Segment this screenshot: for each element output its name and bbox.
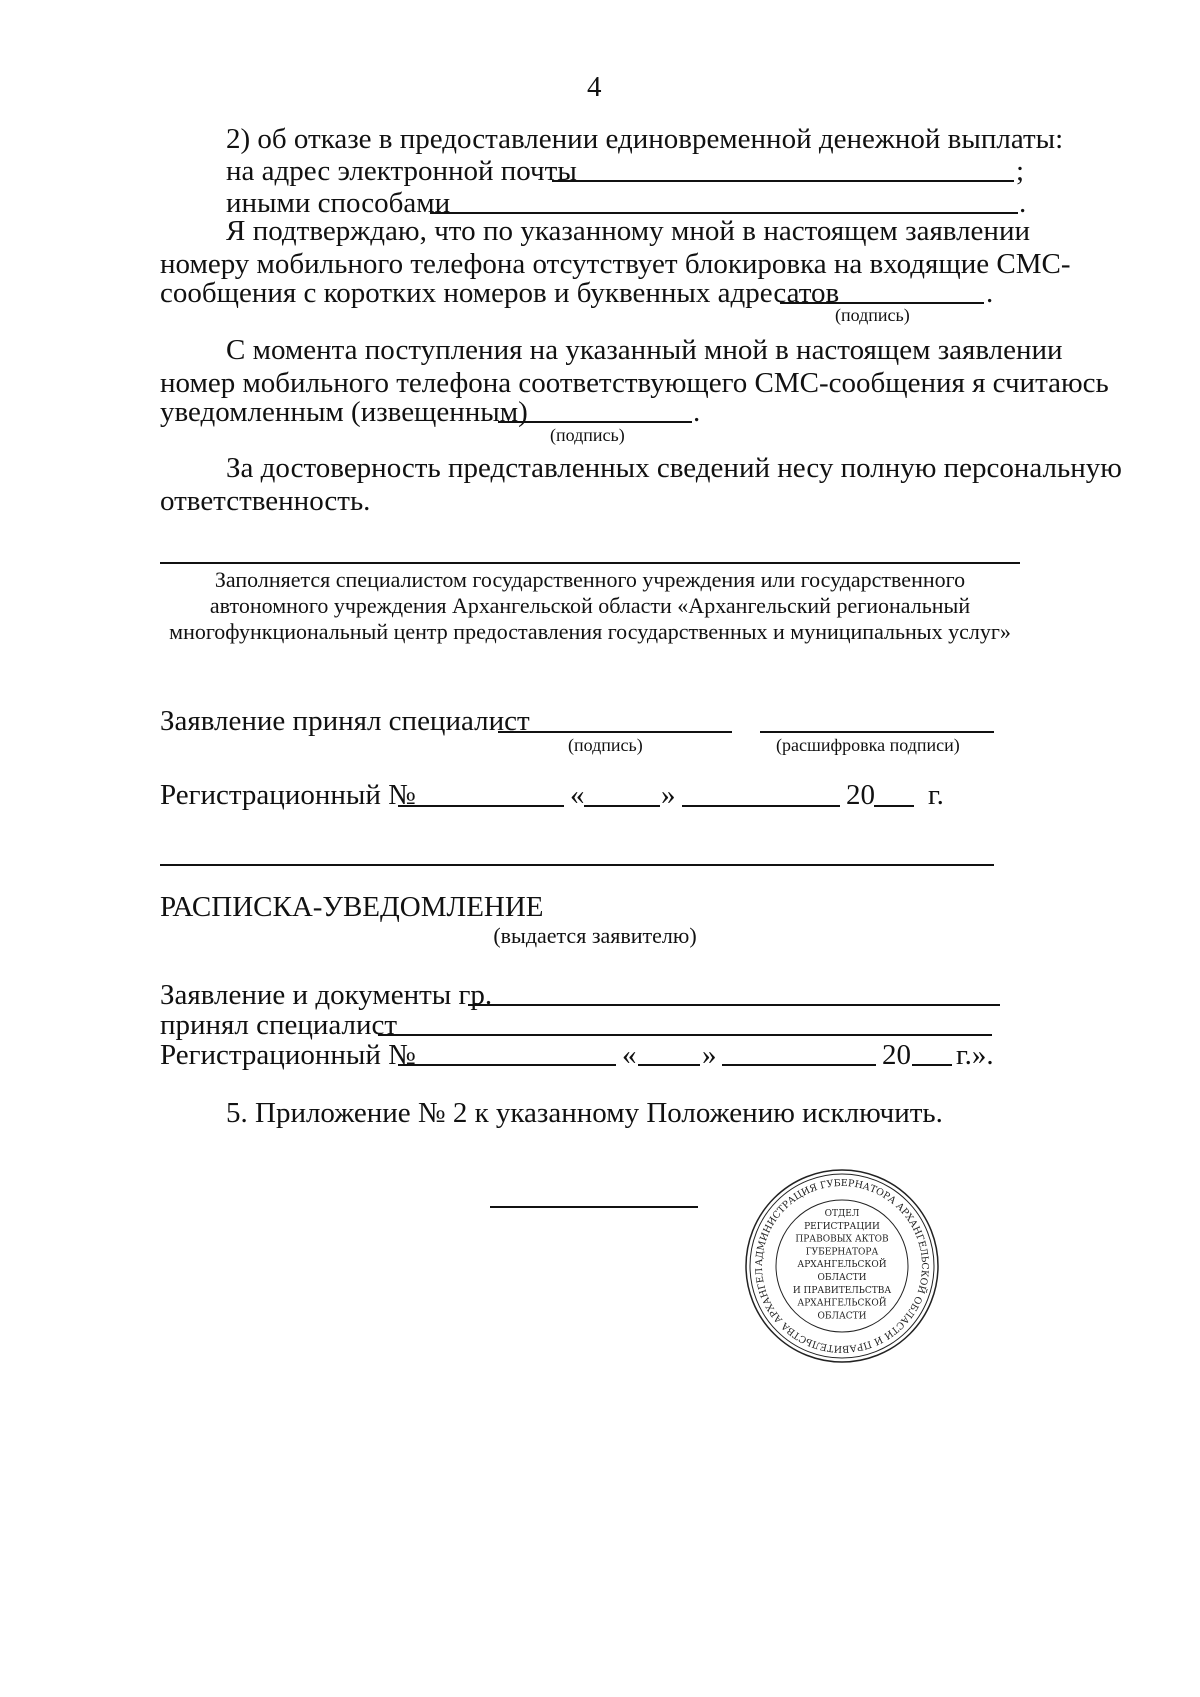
- receipt-year-prefix: 20: [882, 1039, 911, 1071]
- stamp-line: ОБЛАСТИ: [817, 1311, 867, 1322]
- specialist-note-line-2: автономного учреждения Архангельской области «Архангельский региональный: [209, 593, 971, 618]
- responsibility-line-1: За достоверность представленных сведений несу полную персональную: [226, 452, 1122, 484]
- official-stamp: [744, 1168, 940, 1364]
- stamp-line: И ПРАВИТЕЛЬСТВА: [792, 1285, 892, 1296]
- receipt-month-field[interactable]: [722, 1064, 876, 1066]
- confirm-line-2: номеру мобильного телефона отсутствует блокировка на входящие СМС-: [160, 248, 1071, 280]
- receipt-accepted-label: принял специалист: [160, 1009, 398, 1041]
- stamp-line: АРХАНГЕЛЬСКОЙ: [797, 1298, 887, 1309]
- page-number: 4: [587, 71, 602, 103]
- reg-year-field[interactable]: [874, 805, 914, 807]
- email-label: на адрес электронной почты: [226, 155, 577, 187]
- reg-number-field[interactable]: [398, 805, 564, 807]
- specialist-signature-caption: (подпись): [568, 735, 643, 755]
- receipt-year-field[interactable]: [912, 1064, 952, 1066]
- stamp-inner-text: [793, 1209, 892, 1321]
- receipt-day-field[interactable]: [638, 1064, 700, 1066]
- specialist-signature-field[interactable]: [498, 731, 732, 733]
- stamp-line: ГУБЕРНАТОРА: [805, 1247, 879, 1258]
- other-methods-label: иными способами: [226, 187, 451, 219]
- specialist-note-line-1: Заполняется специалистом государственного учреждения или государственного: [214, 567, 966, 592]
- reg-label: Регистрационный №: [160, 779, 416, 811]
- confirm-paragraph: [160, 215, 1071, 281]
- receipt-quote-open: «: [622, 1039, 637, 1071]
- reg-year-prefix: 20: [846, 779, 875, 811]
- notified-signature-caption: (подпись): [550, 425, 625, 445]
- reg-quote-open: «: [570, 779, 585, 811]
- accepted-specialist-label: Заявление принял специалист: [160, 705, 530, 737]
- receipt-quote-close: »: [702, 1039, 717, 1071]
- reg-day-field[interactable]: [584, 805, 660, 807]
- item-5: 5. Приложение № 2 к указанному Положению исключить.: [226, 1097, 943, 1129]
- stamp-line: АРХАНГЕЛЬСКОЙ: [797, 1260, 887, 1271]
- divider-receipt: [160, 864, 994, 866]
- specialist-note-line-3: многофункциональный центр предоставления государственных и муниципальных услуг»: [169, 619, 1011, 644]
- receipt-reg-label: Регистрационный №: [160, 1039, 416, 1071]
- stamp-graphic: [744, 1168, 940, 1364]
- notified-signature-field[interactable]: [498, 421, 692, 423]
- receipt-title: РАСПИСКА-УВЕДОМЛЕНИЕ: [160, 891, 544, 923]
- stamp-line: ПРАВОВЫХ АКТОВ: [795, 1234, 889, 1245]
- notified-paragraph: [160, 334, 1109, 400]
- stamp-ring-text: АДМИНИСТРАЦИЯ ГУБЕРНАТОРА АРХАНГЕЛЬСКОЙ ОБЛАСТИ И ПРАВИТЕЛЬСТВА АРХАНГЕЛ: [753, 1177, 931, 1355]
- closing-line: [490, 1206, 698, 1208]
- confirm-line-1: Я подтверждаю, что по указанному мной в настоящем заявлении: [226, 215, 1030, 247]
- confirm-line-3-end: .: [986, 277, 994, 309]
- reg-year-suffix: г.: [928, 779, 944, 811]
- stamp-line: ОТДЕЛ: [824, 1209, 860, 1219]
- receipt-year-suffix: г.».: [956, 1039, 994, 1071]
- notified-line-1: С момента поступления на указанный мной в настоящем заявлении: [226, 334, 1063, 366]
- receipt-reg-number-field[interactable]: [398, 1064, 616, 1066]
- receipt-applicant-field[interactable]: [468, 1004, 1000, 1006]
- confirm-line-3: сообщения с коротких номеров и буквенных адресатов: [160, 277, 840, 309]
- email-end: ;: [1016, 155, 1025, 187]
- stamp-line: РЕГИСТРАЦИИ: [804, 1221, 880, 1232]
- notified-line-3: уведомленным (извещенным): [160, 396, 528, 428]
- confirm-signature-caption: (подпись): [835, 305, 910, 325]
- reg-month-field[interactable]: [682, 805, 840, 807]
- other-methods-end: .: [1019, 187, 1027, 219]
- specialist-decoding-field[interactable]: [760, 731, 994, 733]
- other-methods-field[interactable]: [430, 212, 1018, 214]
- responsibility-line-2: ответственность.: [160, 485, 371, 517]
- specialist-decoding-caption: (расшифровка подписи): [776, 735, 960, 755]
- receipt-subtitle: (выдается заявителю): [493, 923, 697, 948]
- notified-line-3-end: .: [693, 396, 701, 428]
- divider-top: [160, 562, 1020, 564]
- section2-heading: 2) об отказе в предоставлении единовременной денежной выплаты:: [226, 123, 1064, 155]
- email-field[interactable]: [552, 180, 1014, 182]
- responsibility-paragraph: [160, 452, 1122, 485]
- stamp-line: ОБЛАСТИ: [817, 1273, 867, 1283]
- receipt-specialist-field[interactable]: [378, 1034, 992, 1036]
- notified-line-2: номер мобильного телефона соответствующего СМС-сообщения я считаюсь: [160, 367, 1109, 399]
- receipt-docs-label: Заявление и документы гр.: [160, 979, 493, 1011]
- reg-quote-close: »: [661, 779, 676, 811]
